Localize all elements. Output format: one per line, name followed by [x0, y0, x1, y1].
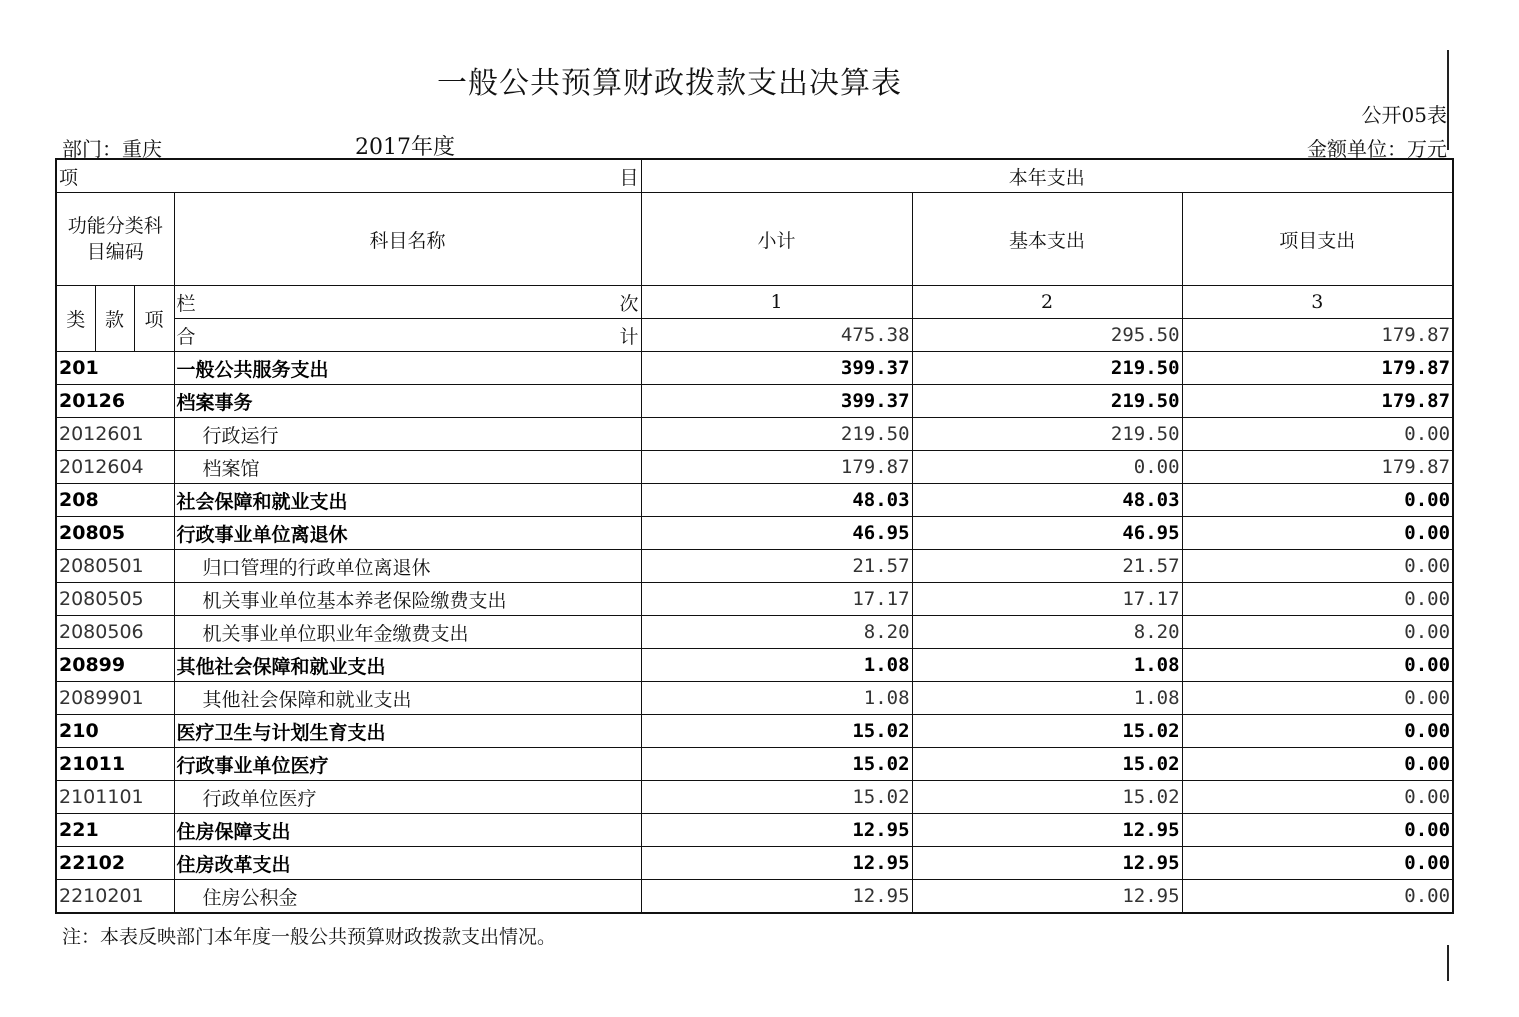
- ci-label: 次: [619, 292, 639, 315]
- row-project: 179.87: [1182, 352, 1453, 385]
- row-basic: 8.20: [912, 616, 1182, 649]
- row-subtotal: 179.87: [641, 451, 912, 484]
- row-code: 20899: [56, 649, 174, 682]
- row-subject-name: 档案事务: [174, 385, 641, 418]
- form-number: 公开05表: [1361, 103, 1447, 127]
- row-code: 210: [56, 715, 174, 748]
- table-row: [56, 451, 1453, 484]
- row-subtotal: 12.95: [641, 847, 912, 880]
- row-project: 0.00: [1182, 616, 1453, 649]
- row-project: 179.87: [1182, 385, 1453, 418]
- table-row: [56, 847, 1453, 880]
- row-subject-name: 行政单位医疗: [174, 781, 641, 814]
- row-code: 22102: [56, 847, 174, 880]
- row-subject-name: 社会保障和就业支出: [174, 484, 641, 517]
- row-basic: 17.17: [912, 583, 1182, 616]
- table-row: [56, 583, 1453, 616]
- row-subtotal: 399.37: [641, 385, 912, 418]
- fiscal-year: 2017年度: [355, 135, 455, 160]
- page-title: 一般公共预算财政拨款支出决算表: [437, 66, 902, 101]
- row-basic: 48.03: [912, 484, 1182, 517]
- header-subject-name: 科目名称: [174, 193, 641, 286]
- row-basic: 219.50: [912, 352, 1182, 385]
- row-subject-name: 住房改革支出: [174, 847, 641, 880]
- row-code: 2012601: [56, 418, 174, 451]
- header-xiang: 项: [134, 286, 174, 352]
- row-project: 0.00: [1182, 418, 1453, 451]
- row-project: 0.00: [1182, 550, 1453, 583]
- row-basic: 12.95: [912, 847, 1182, 880]
- header-subtotal: 小计: [641, 193, 912, 286]
- row-subject-name: 医疗卫生与计划生育支出: [174, 715, 641, 748]
- table-row: [56, 484, 1453, 517]
- table-note: 注：本表反映部门本年度一般公共预算财政拨款支出情况。: [62, 926, 557, 948]
- col-index-1: 1: [641, 286, 912, 319]
- row-project: 0.00: [1182, 781, 1453, 814]
- row-basic: 12.95: [912, 814, 1182, 847]
- row-subtotal: 15.02: [641, 715, 912, 748]
- row-basic: 46.95: [912, 517, 1182, 550]
- row-subject-name: 行政运行: [174, 418, 641, 451]
- department-label: 部门：重庆: [62, 137, 162, 161]
- row-code: 20126: [56, 385, 174, 418]
- page-edge-mark: [1447, 50, 1449, 150]
- header-current-year: 本年支出: [641, 159, 1453, 193]
- row-subtotal: 219.50: [641, 418, 912, 451]
- row-basic: 219.50: [912, 418, 1182, 451]
- row-code: 201: [56, 352, 174, 385]
- row-subtotal: 21.57: [641, 550, 912, 583]
- table-row: [56, 550, 1453, 583]
- row-subtotal: 1.08: [641, 682, 912, 715]
- expenditure-table: [55, 158, 1454, 914]
- table-row: [56, 649, 1453, 682]
- row-subject-name: 一般公共服务支出: [174, 352, 641, 385]
- row-basic: 1.08: [912, 649, 1182, 682]
- row-code: 221: [56, 814, 174, 847]
- row-basic: 15.02: [912, 781, 1182, 814]
- row-basic: 0.00: [912, 451, 1182, 484]
- table-row: [56, 352, 1453, 385]
- table-row: [56, 781, 1453, 814]
- table-row: [56, 715, 1453, 748]
- he-label: 合: [176, 325, 196, 348]
- row-subtotal: 17.17: [641, 583, 912, 616]
- row-subject-name: 其他社会保障和就业支出: [174, 649, 641, 682]
- row-code: 2210201: [56, 880, 174, 914]
- row-subtotal: 48.03: [641, 484, 912, 517]
- row-subject-name: 住房保障支出: [174, 814, 641, 847]
- row-subject-name: 档案馆: [174, 451, 641, 484]
- row-subtotal: 8.20: [641, 616, 912, 649]
- row-code: 2101101: [56, 781, 174, 814]
- table-row: [56, 385, 1453, 418]
- lan-label: 栏: [176, 292, 196, 315]
- ji-label: 计: [619, 325, 639, 348]
- header-lei: 类: [56, 286, 95, 352]
- row-project: 0.00: [1182, 583, 1453, 616]
- row-project: 0.00: [1182, 880, 1453, 914]
- table-row: [56, 682, 1453, 715]
- total-row: [56, 319, 1453, 352]
- row-project: 0.00: [1182, 814, 1453, 847]
- row-subject-name: 机关事业单位基本养老保险缴费支出: [174, 583, 641, 616]
- total-subtotal: 475.38: [641, 319, 912, 352]
- total-basic: 295.50: [912, 319, 1182, 352]
- row-code: 2012604: [56, 451, 174, 484]
- row-basic: 15.02: [912, 748, 1182, 781]
- header-row-columns: [56, 193, 1453, 286]
- header-basic: 基本支出: [912, 193, 1182, 286]
- row-subject-name: 其他社会保障和就业支出: [174, 682, 641, 715]
- header-func-code: 功能分类科目编码: [56, 193, 174, 286]
- row-basic: 1.08: [912, 682, 1182, 715]
- row-subtotal: 12.95: [641, 880, 912, 914]
- row-subtotal: 12.95: [641, 814, 912, 847]
- row-code: 2080501: [56, 550, 174, 583]
- row-project: 0.00: [1182, 649, 1453, 682]
- row-code: 2089901: [56, 682, 174, 715]
- col-index-3: 3: [1182, 286, 1453, 319]
- header-item-left: 项: [59, 166, 79, 189]
- row-subtotal: 1.08: [641, 649, 912, 682]
- row-code: 208: [56, 484, 174, 517]
- row-project: 0.00: [1182, 517, 1453, 550]
- row-subject-name: 行政事业单位离退休: [174, 517, 641, 550]
- row-subject-name: 归口管理的行政单位离退休: [174, 550, 641, 583]
- column-index-row: [56, 286, 1453, 319]
- row-basic: 21.57: [912, 550, 1182, 583]
- row-subtotal: 15.02: [641, 748, 912, 781]
- row-code: 2080505: [56, 583, 174, 616]
- row-project: 0.00: [1182, 715, 1453, 748]
- header-project: 项目支出: [1182, 193, 1453, 286]
- table-row: [56, 418, 1453, 451]
- row-project: 0.00: [1182, 682, 1453, 715]
- table-row: [56, 880, 1453, 914]
- table-row: [56, 814, 1453, 847]
- col-index-2: 2: [912, 286, 1182, 319]
- row-subtotal: 399.37: [641, 352, 912, 385]
- row-basic: 15.02: [912, 715, 1182, 748]
- row-project: 179.87: [1182, 451, 1453, 484]
- table-row: [56, 616, 1453, 649]
- row-basic: 12.95: [912, 880, 1182, 914]
- row-code: 2080506: [56, 616, 174, 649]
- row-subtotal: 46.95: [641, 517, 912, 550]
- header-item-right: 目: [619, 166, 639, 189]
- row-project: 0.00: [1182, 748, 1453, 781]
- table-row: [56, 517, 1453, 550]
- row-project: 0.00: [1182, 484, 1453, 517]
- row-basic: 219.50: [912, 385, 1182, 418]
- amount-unit: 金额单位：万元: [1307, 137, 1447, 161]
- row-code: 21011: [56, 748, 174, 781]
- table-row: [56, 748, 1453, 781]
- row-project: 0.00: [1182, 847, 1453, 880]
- header-kuan: 款: [95, 286, 134, 352]
- row-code: 20805: [56, 517, 174, 550]
- row-subject-name: 住房公积金: [174, 880, 641, 914]
- total-project: 179.87: [1182, 319, 1453, 352]
- row-subject-name: 行政事业单位医疗: [174, 748, 641, 781]
- header-row-item: [56, 159, 1453, 193]
- row-subject-name: 机关事业单位职业年金缴费支出: [174, 616, 641, 649]
- page-edge-mark: [1447, 945, 1449, 981]
- row-subtotal: 15.02: [641, 781, 912, 814]
